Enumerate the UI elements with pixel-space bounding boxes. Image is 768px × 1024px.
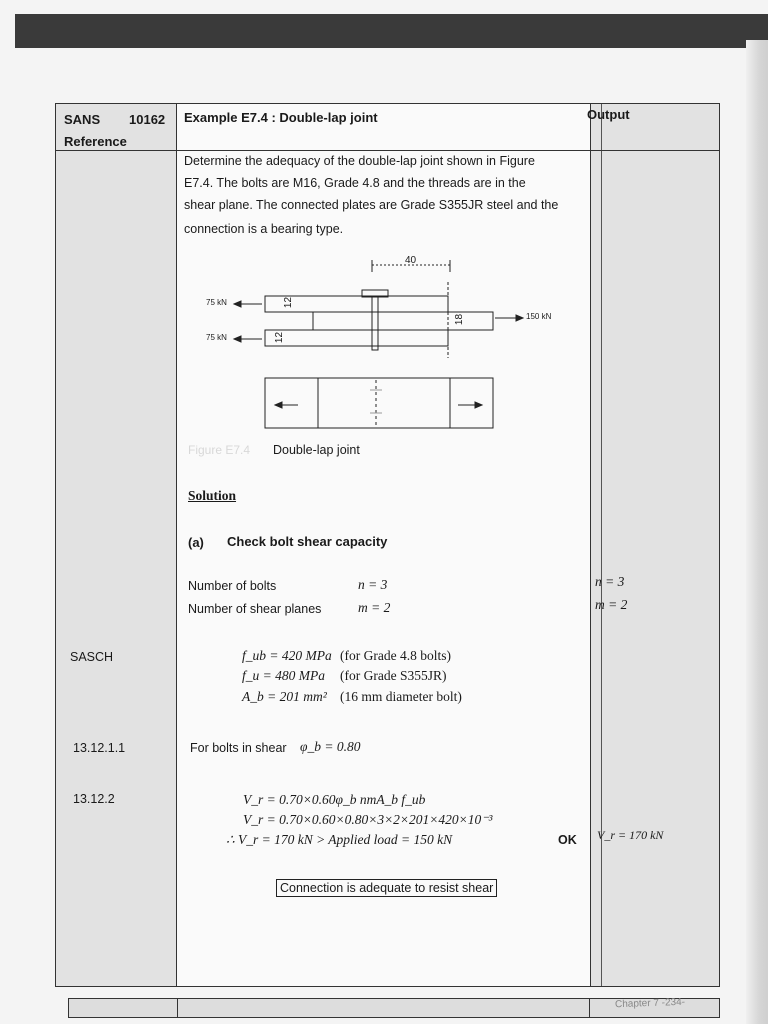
- load-75kn-top: 75 kN: [206, 298, 227, 307]
- intro-line-1: Determine the adequacy of the double-lap joint shown in Figure: [184, 154, 535, 168]
- shear-planes-value: m = 2: [358, 600, 391, 615]
- calc-line-3: ∴ V_r = 170 kN > Applied load = 150 kN: [226, 832, 453, 847]
- intro-line-3: shear plane. The connected plates are Grade S355JR steel and the: [184, 198, 559, 212]
- phi-label: For bolts in shear: [190, 741, 287, 755]
- prop-fu-note: (for Grade S355JR): [340, 668, 447, 683]
- shear-planes-label: Number of shear planes: [188, 602, 322, 616]
- output-column: [590, 104, 719, 986]
- ok-mark: OK: [558, 833, 577, 847]
- dim-18: 18: [454, 313, 466, 326]
- example-title: Example E7.4 : Double-lap joint: [184, 110, 378, 125]
- reference-column: [56, 104, 177, 986]
- page-edge-shadow: [746, 40, 768, 1024]
- load-75kn-bottom: 75 kN: [206, 333, 227, 342]
- figure-number-faded: Figure E7.4: [188, 443, 251, 457]
- ref-sasch: SASCH: [70, 650, 114, 664]
- prop-ab: A_b = 201 mm²: [242, 689, 327, 704]
- output-n: n = 3: [595, 574, 625, 589]
- dim-12-bottom: 12: [274, 331, 286, 344]
- prop-ab-note: (16 mm diameter bolt): [340, 689, 462, 704]
- bolts-count-label: Number of bolts: [188, 579, 277, 593]
- conclusion-box: Connection is adequate to resist shear: [276, 879, 497, 897]
- phi-value: φ_b = 0.80: [300, 739, 361, 754]
- page-footer: Chapter 7 -234-: [614, 996, 686, 1011]
- output-header: Output: [587, 107, 630, 122]
- dim-40: 40: [405, 255, 417, 266]
- ref-header-reference: Reference: [64, 134, 127, 149]
- ref-13-12-2: 13.12.2: [73, 792, 115, 806]
- dim-12-top: 12: [283, 296, 295, 309]
- intro-line-2: E7.4. The bolts are M16, Grade 4.8 and the threads are in the: [184, 176, 526, 190]
- calc-line-2: V_r = 0.70×0.60×0.80×3×2×201×420×10⁻³: [243, 812, 493, 827]
- scanner-top-bar: [15, 14, 768, 48]
- section-a-title: Check bolt shear capacity: [227, 534, 388, 549]
- ref-header-sans: SANS: [64, 112, 101, 127]
- ref-13-12-1-1: 13.12.1.1: [73, 741, 126, 755]
- bolts-count-value: n = 3: [358, 577, 388, 592]
- output-m: m = 2: [595, 597, 628, 612]
- intro-line-4: connection is a bearing type.: [184, 222, 344, 236]
- load-150kn: 150 kN: [526, 312, 552, 321]
- prop-fub-note: (for Grade 4.8 bolts): [340, 648, 451, 663]
- figure-caption: Double-lap joint: [273, 443, 360, 457]
- calc-line-1: V_r = 0.70×0.60φ_b nmA_b f_ub: [243, 792, 426, 807]
- ref-header-number: 10162: [129, 112, 166, 127]
- worksheet-table: [55, 103, 720, 987]
- prop-fub: f_ub = 420 MPa: [242, 648, 332, 663]
- solution-heading: Solution: [188, 488, 237, 503]
- prop-fu: f_u = 480 MPa: [242, 668, 325, 683]
- output-vr: V_r = 170 kN: [597, 828, 664, 842]
- section-a-label: (a): [188, 535, 204, 550]
